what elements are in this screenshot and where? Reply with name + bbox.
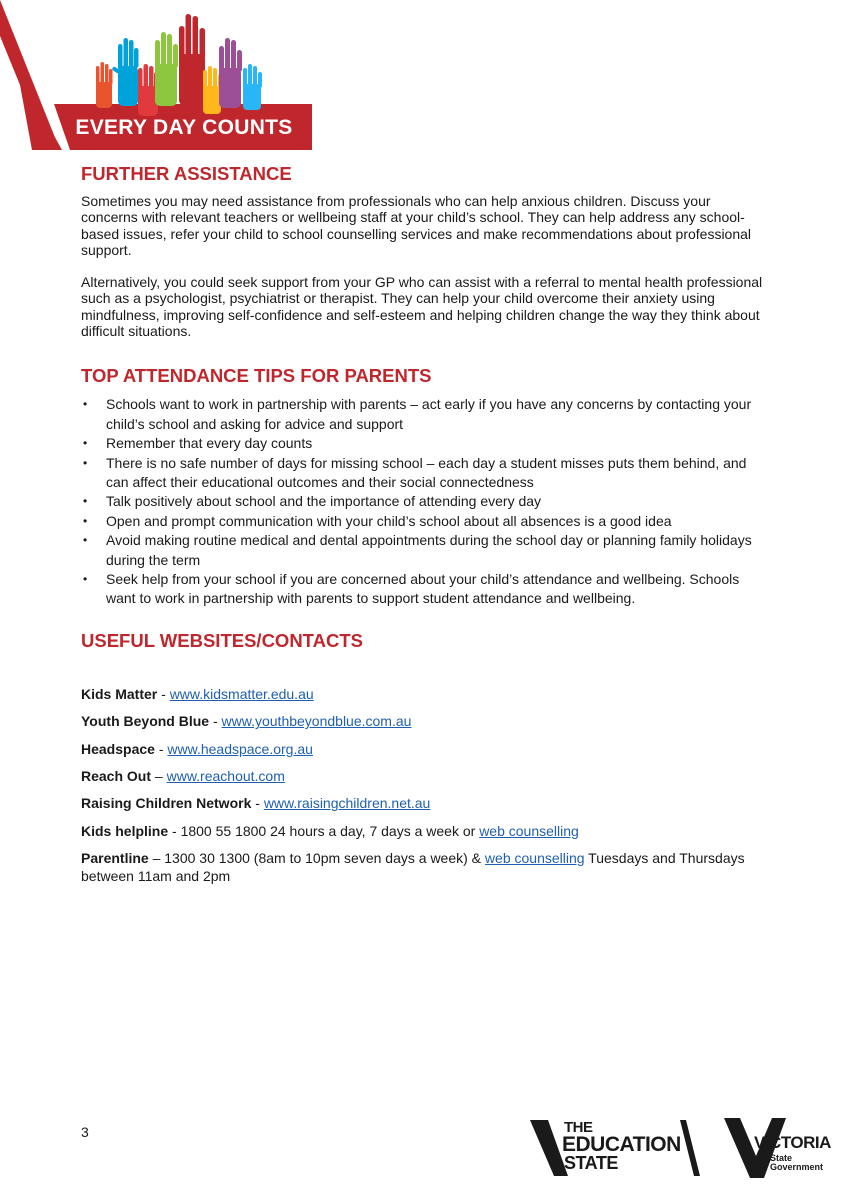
contact-kids-matter <box>81 685 771 703</box>
further-assistance-paragraph-1: Sometimes you may need assistance from professionals who can help anxious children. Discuss your concerns with relevant teachers or wellbeing staff at your child’s school. They can help address any school-based issues, refer your child to school counselling services and make recommendations about professional support. <box>81 193 752 258</box>
contact-name: Kids Matter <box>81 685 158 702</box>
headspace-link[interactable]: www.headspace.org.au <box>167 740 313 757</box>
reachout-link[interactable]: www.reachout.com <box>166 768 285 785</box>
contacts-list <box>81 685 771 885</box>
kidsmatter-link[interactable]: www.kidsmatter.edu.au <box>169 685 314 702</box>
contact-kids-helpline <box>81 822 771 840</box>
list-item: • Schools want to work in partnership with parents – act early if you have any concerns by contacting your child’s school and asking for advice and support <box>81 395 771 434</box>
attendance-tips-heading: TOP ATTENDANCE TIPS FOR PARENTS <box>81 365 432 387</box>
hands-icon <box>96 14 262 116</box>
victoria-logo-sub2: Government <box>770 1162 824 1172</box>
contact-headspace <box>81 740 771 758</box>
list-item: • Remember that every day counts <box>81 434 771 453</box>
education-logo-line1: THE <box>564 1119 593 1136</box>
further-assistance-paragraph-2: Alternatively, you could seek support from your GP who can assist with a referral to mental health professional such as a psychologist, psychiatrist or therapist. They can help your child overcome their anxiety using mindfulness, improving self-confidence and self-esteem and helping children change the way they think about difficult situations. <box>81 274 763 340</box>
victoria-logo-word: VICTORIA <box>754 1133 831 1152</box>
banner-title: EVERY DAY COUNTS <box>75 116 293 139</box>
list-item: • Open and prompt communication with your child’s school about all absences is a good idea <box>81 512 771 531</box>
contact-text: - 1800 55 1800 24 hours a day, 7 days a week or <box>168 822 480 839</box>
contact-separator: - <box>209 713 222 730</box>
contact-text-after: Tuesdays and Thursdays between 11am and 2pm <box>81 850 745 885</box>
contact-name: Reach Out <box>81 768 152 785</box>
footer-logos <box>528 1112 831 1182</box>
page-number: 3 <box>81 1124 89 1140</box>
contact-reach-out <box>81 767 771 785</box>
contact-separator: - <box>154 740 168 757</box>
victoria-logo-sub1: State <box>770 1153 793 1163</box>
contact-name: Youth Beyond Blue <box>81 713 210 730</box>
further-assistance-heading: FURTHER ASSISTANCE <box>81 163 292 184</box>
list-item: • There is no safe number of days for missing school – each day a student misses puts them behind, and can affect their educational outcomes and their social connectedness <box>81 454 771 493</box>
contact-separator: – <box>151 768 167 785</box>
list-item: • Avoid making routine medical and dental appointments during the school day or planning family holidays during the term <box>81 531 771 570</box>
contact-name: Kids helpline <box>81 822 169 839</box>
contact-name: Raising Children Network <box>81 795 252 812</box>
raisingchildren-link[interactable]: www.raisingchildren.net.au <box>263 795 431 812</box>
contact-parentline <box>81 849 771 885</box>
list-item: • Seek help from your school if you are concerned about your child’s attendance and wellbeing. Schools want to work in partnership with parents to support student attendance and wellbeing. <box>81 570 771 609</box>
kids-helpline-web-counselling-link[interactable]: web counselling <box>479 822 579 839</box>
contact-name: Headspace <box>81 740 155 757</box>
list-item: • Talk positively about school and the importance of attending every day <box>81 492 771 511</box>
contact-text: – 1300 30 1300 (8am to 10pm seven days a week) & <box>148 850 485 867</box>
contact-youth-beyond-blue <box>81 712 771 730</box>
attendance-tips-list <box>81 395 771 608</box>
parentline-web-counselling-link[interactable]: web counselling <box>484 850 585 867</box>
page-content <box>81 163 771 895</box>
education-logo-line2: EDUCATION <box>562 1133 681 1156</box>
header <box>0 0 848 160</box>
contact-separator: - <box>251 795 264 812</box>
education-logo-line3: STATE <box>564 1153 618 1173</box>
contact-name: Parentline <box>81 850 149 867</box>
contact-raising-children <box>81 794 771 812</box>
youthbeyondblue-link[interactable]: www.youthbeyondblue.com.au <box>221 713 412 730</box>
useful-websites-heading: USEFUL WEBSITES/CONTACTS <box>81 629 363 651</box>
contact-separator: - <box>157 685 170 702</box>
